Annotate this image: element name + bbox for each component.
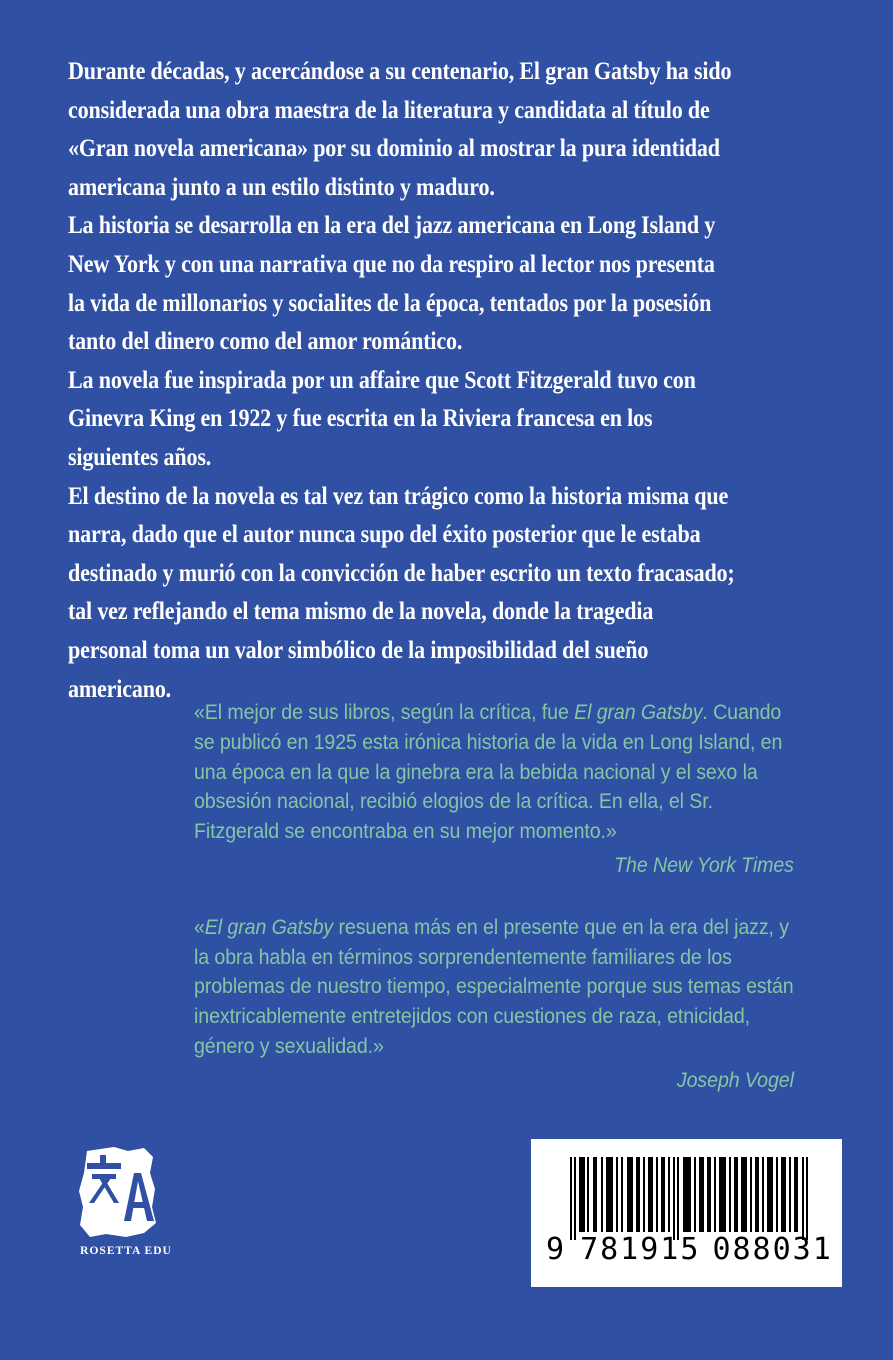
- quote-text-rest: . Cuando se publicó en 1925 esta irónica historia de la vida en Long Island, en una época en la que la ginebra era la bebida nacional y el sexo la obsesión nacional, recibió elogios de la crítica. En ella, el Sr. Fitzgerald se encontraba en su mejor momento.»: [194, 700, 783, 844]
- description-paragraph-3: La novela fue inspirada por un affaire que Scott Fitzgerald tuvo con Ginevra King en 1922 y fue escrita en la Riviera francesa en los siguientes años.: [68, 364, 696, 471]
- isbn-barcode: [531, 1139, 842, 1287]
- quote-text-rest: resuena más en el presente que en la era del jazz, y la obra habla en términos sorprendentemente familiares de los problemas de nuestro tiempo, especialmente porque sus temas están inextricablemente entretejidos con cuestiones de raza, etnicidad, género y sexualidad.»: [194, 914, 794, 1058]
- description-paragraph-4: El destino de la novela es tal vez tan trágico como la historia misma que narra, dado que el autor nunca supo del éxito posterior que le estaba destinado y murió con la convicción de haber escrito un texto fracasado; tal vez reflejando el tema mismo de la novela, donde la tragedia personal toma un valor simbólico de la imposibilidad del sueño americano.: [68, 480, 735, 703]
- quote-book-title: El gran Gatsby: [204, 914, 334, 939]
- quote-text: [194, 698, 794, 847]
- quote-attribution: Joseph Vogel: [676, 1067, 794, 1092]
- barcode-lead-digit: 9: [546, 1231, 567, 1267]
- press-quote: [194, 698, 794, 881]
- barcode-number: [546, 1228, 833, 1270]
- publisher-logo: [70, 1145, 182, 1257]
- description-paragraph-1: Durante décadas, y acercándose a su centenario, El gran Gatsby ha sido considerada una obra maestra de la literatura y candidata al título de «Gran novela americana» por su dominio al mostrar la pura identidad americana junto a un estilo distinto y maduro.: [68, 56, 732, 201]
- book-description: [68, 52, 736, 708]
- publisher-name: ROSETTA EDU: [80, 1245, 172, 1257]
- barcode-group-2: 088031: [712, 1231, 833, 1267]
- press-quotes: [194, 698, 794, 1128]
- quote-text-lead: «: [194, 914, 205, 939]
- description-paragraph-2: La historia se desarrolla en la era del jazz americana en Long Island y New York y con una narrativa que no da respiro al lector nos presenta la vida de millonarios y socialites de la época, tentados por la posesión tanto del dinero como del amor romántico.: [68, 210, 716, 356]
- quote-book-title: El gran Gatsby: [574, 700, 703, 724]
- quote-text-lead: «El mejor de sus libros, según la crítica, fue: [194, 700, 575, 724]
- rosetta-stone-logo-icon: [70, 1145, 170, 1241]
- quote-text: [194, 913, 794, 1062]
- press-quote: [194, 913, 794, 1096]
- barcode-group-1: 781915: [580, 1231, 701, 1267]
- quote-attribution: The New York Times: [614, 852, 794, 877]
